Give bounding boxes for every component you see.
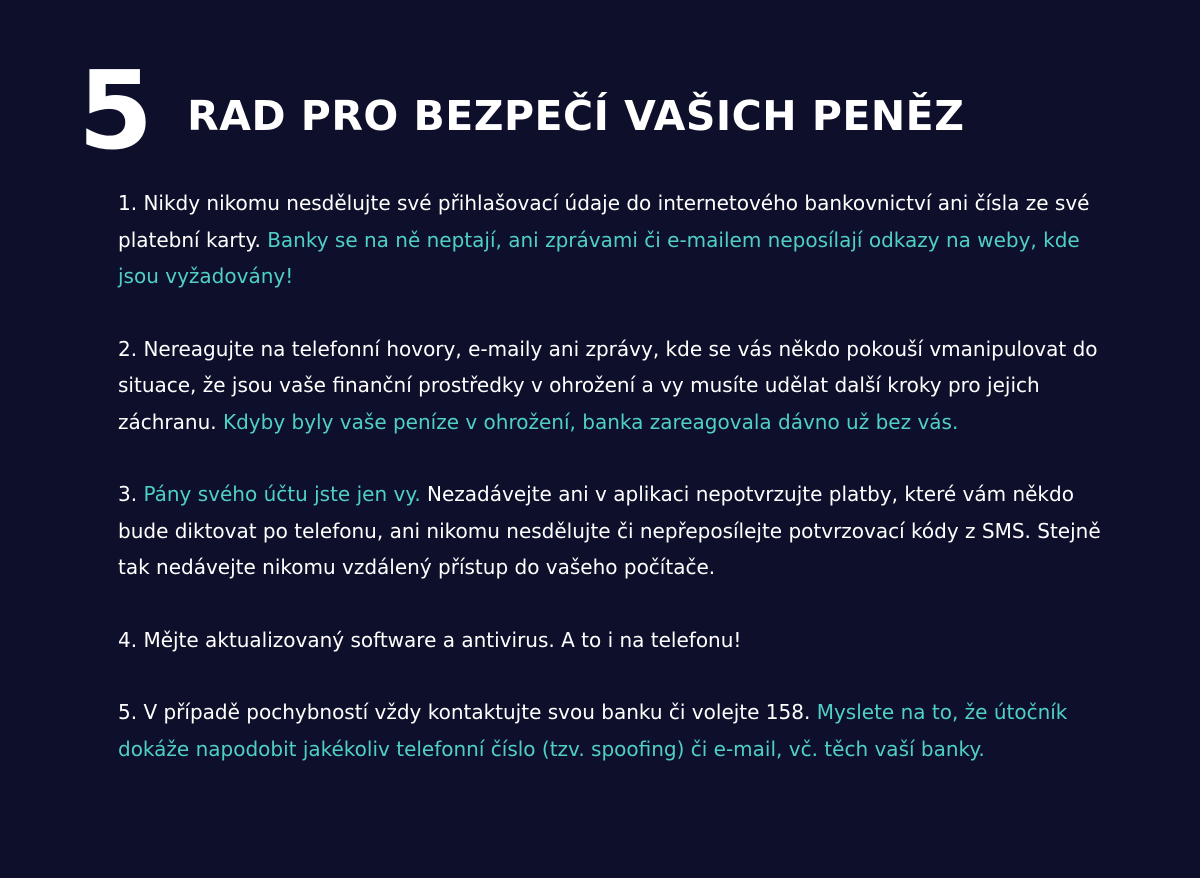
tip-3-prefix: 3. <box>118 482 144 506</box>
tip-4 <box>118 622 1118 659</box>
tip-1 <box>118 185 1118 295</box>
tips-list <box>118 185 1118 803</box>
page-title: RAD PRO BEZPEČÍ VAŠICH PENĚZ <box>187 92 965 140</box>
tip-3-accent: Pány svého účtu jste jen vy. <box>143 482 421 506</box>
tip-2 <box>118 331 1118 441</box>
tip-1-accent: Banky se na ně neptají, ani zprávami či e-mailem neposílají odkazy na weby, kde jsou vyžadovány! <box>118 227 1080 288</box>
tip-5 <box>118 694 1118 767</box>
tip-5-accent: Myslete na to, že útočník dokáže napodobit jakékoliv telefonní číslo (tzv. spoofing) či e-mail, vč. těch vaší banky. <box>118 700 1068 761</box>
tip-5-text: 5. V případě pochybností vždy kontaktujte svou banku či volejte 158. <box>118 700 817 724</box>
tip-3 <box>118 476 1118 586</box>
header <box>78 49 965 174</box>
tip-3-text: Nezadávejte ani v aplikaci nepotvrzujte platby, které vám někdo bude diktovat po telefonu, ani nikomu nesdělujte či nepřeposílejte potvrzovací kódy z SMS. Stejně tak nedávejte nikomu vzdálený přístup do vašeho počítače. <box>118 482 1101 579</box>
tip-2-text: 2. Nereagujte na telefonní hovory, e-maily ani zprávy, kde se vás někdo pokouší vmanipulovat do situace, že jsou vaše finanční prostředky v ohrožení a vy musíte udělat další kroky pro jejich záchranu. <box>118 336 1098 434</box>
tip-4-text: 4. Mějte aktualizovaný software a antivirus. A to i na telefonu! <box>118 627 742 652</box>
big-number: 5 <box>78 49 152 174</box>
tip-2-accent: Kdyby byly vaše peníze v ohrožení, banka zareagovala dávno už bez vás. <box>222 409 959 434</box>
tip-1-text: 1. Nikdy nikomu nesdělujte své přihlašovací údaje do internetového bankovnictví ani čísla ze své platební karty. <box>118 191 1090 252</box>
